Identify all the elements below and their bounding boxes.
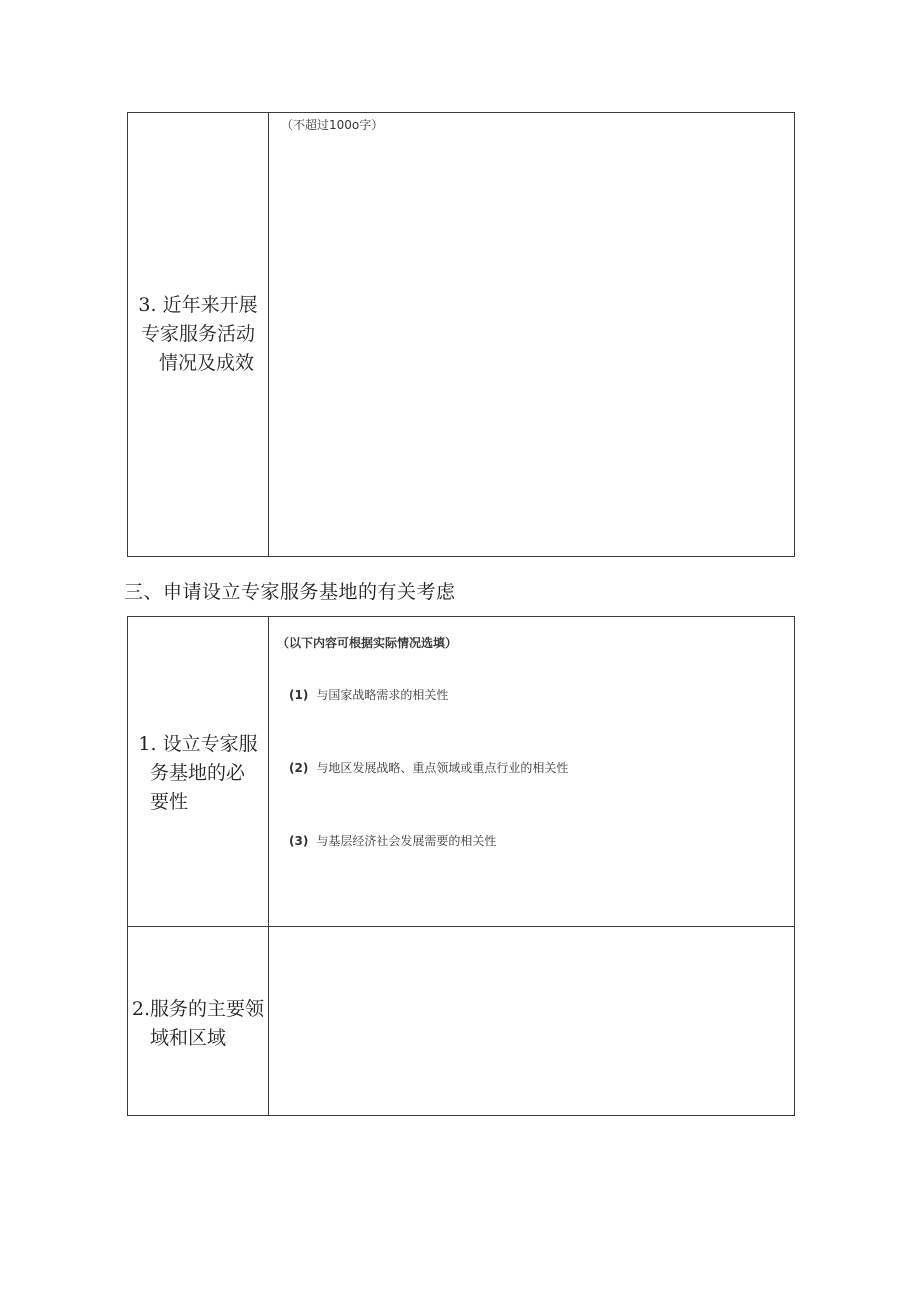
section-heading: 三、申请设立专家服务基地的有关考虑: [124, 581, 456, 603]
label-cell-necessity: [128, 617, 268, 926]
table-activities: [127, 112, 795, 557]
optional-fill-note: （以下内容可根据实际情况选填）: [277, 636, 458, 650]
label-line: 1. 设立专家服: [138, 733, 258, 755]
item-number: (3): [289, 834, 309, 848]
label-line: 专家服务活动: [140, 323, 255, 345]
table-considerations: [127, 616, 795, 1116]
label-line: 情况及成效: [158, 352, 254, 374]
item-text: 与国家战略需求的相关性: [316, 688, 449, 702]
label-service-areas: [128, 995, 268, 1053]
label-necessity: [128, 730, 268, 817]
content-cell-service-areas[interactable]: [269, 927, 794, 1115]
label-activities: [128, 291, 268, 378]
necessity-item: [289, 759, 568, 776]
label-cell-activities: [128, 113, 268, 556]
label-line: 3. 近年来开展: [138, 294, 258, 316]
content-cell-activities[interactable]: [269, 113, 794, 556]
item-text: 与地区发展战略、重点领域或重点行业的相关性: [316, 761, 569, 775]
label-line: 2.服务的主要领: [131, 998, 265, 1020]
label-line: 务基地的必: [150, 762, 246, 784]
label-line: 域和区域: [150, 1027, 227, 1049]
label-line: 要性: [150, 791, 189, 813]
item-number: (2): [289, 761, 309, 775]
necessity-item: [289, 832, 496, 849]
necessity-item: [289, 686, 448, 703]
word-limit-note: （不超过100o字）: [281, 118, 384, 132]
content-cell-necessity[interactable]: [269, 617, 794, 926]
item-number: (1): [289, 688, 309, 702]
label-cell-service-areas: [128, 927, 268, 1115]
item-text: 与基层经济社会发展需要的相关性: [316, 834, 497, 848]
